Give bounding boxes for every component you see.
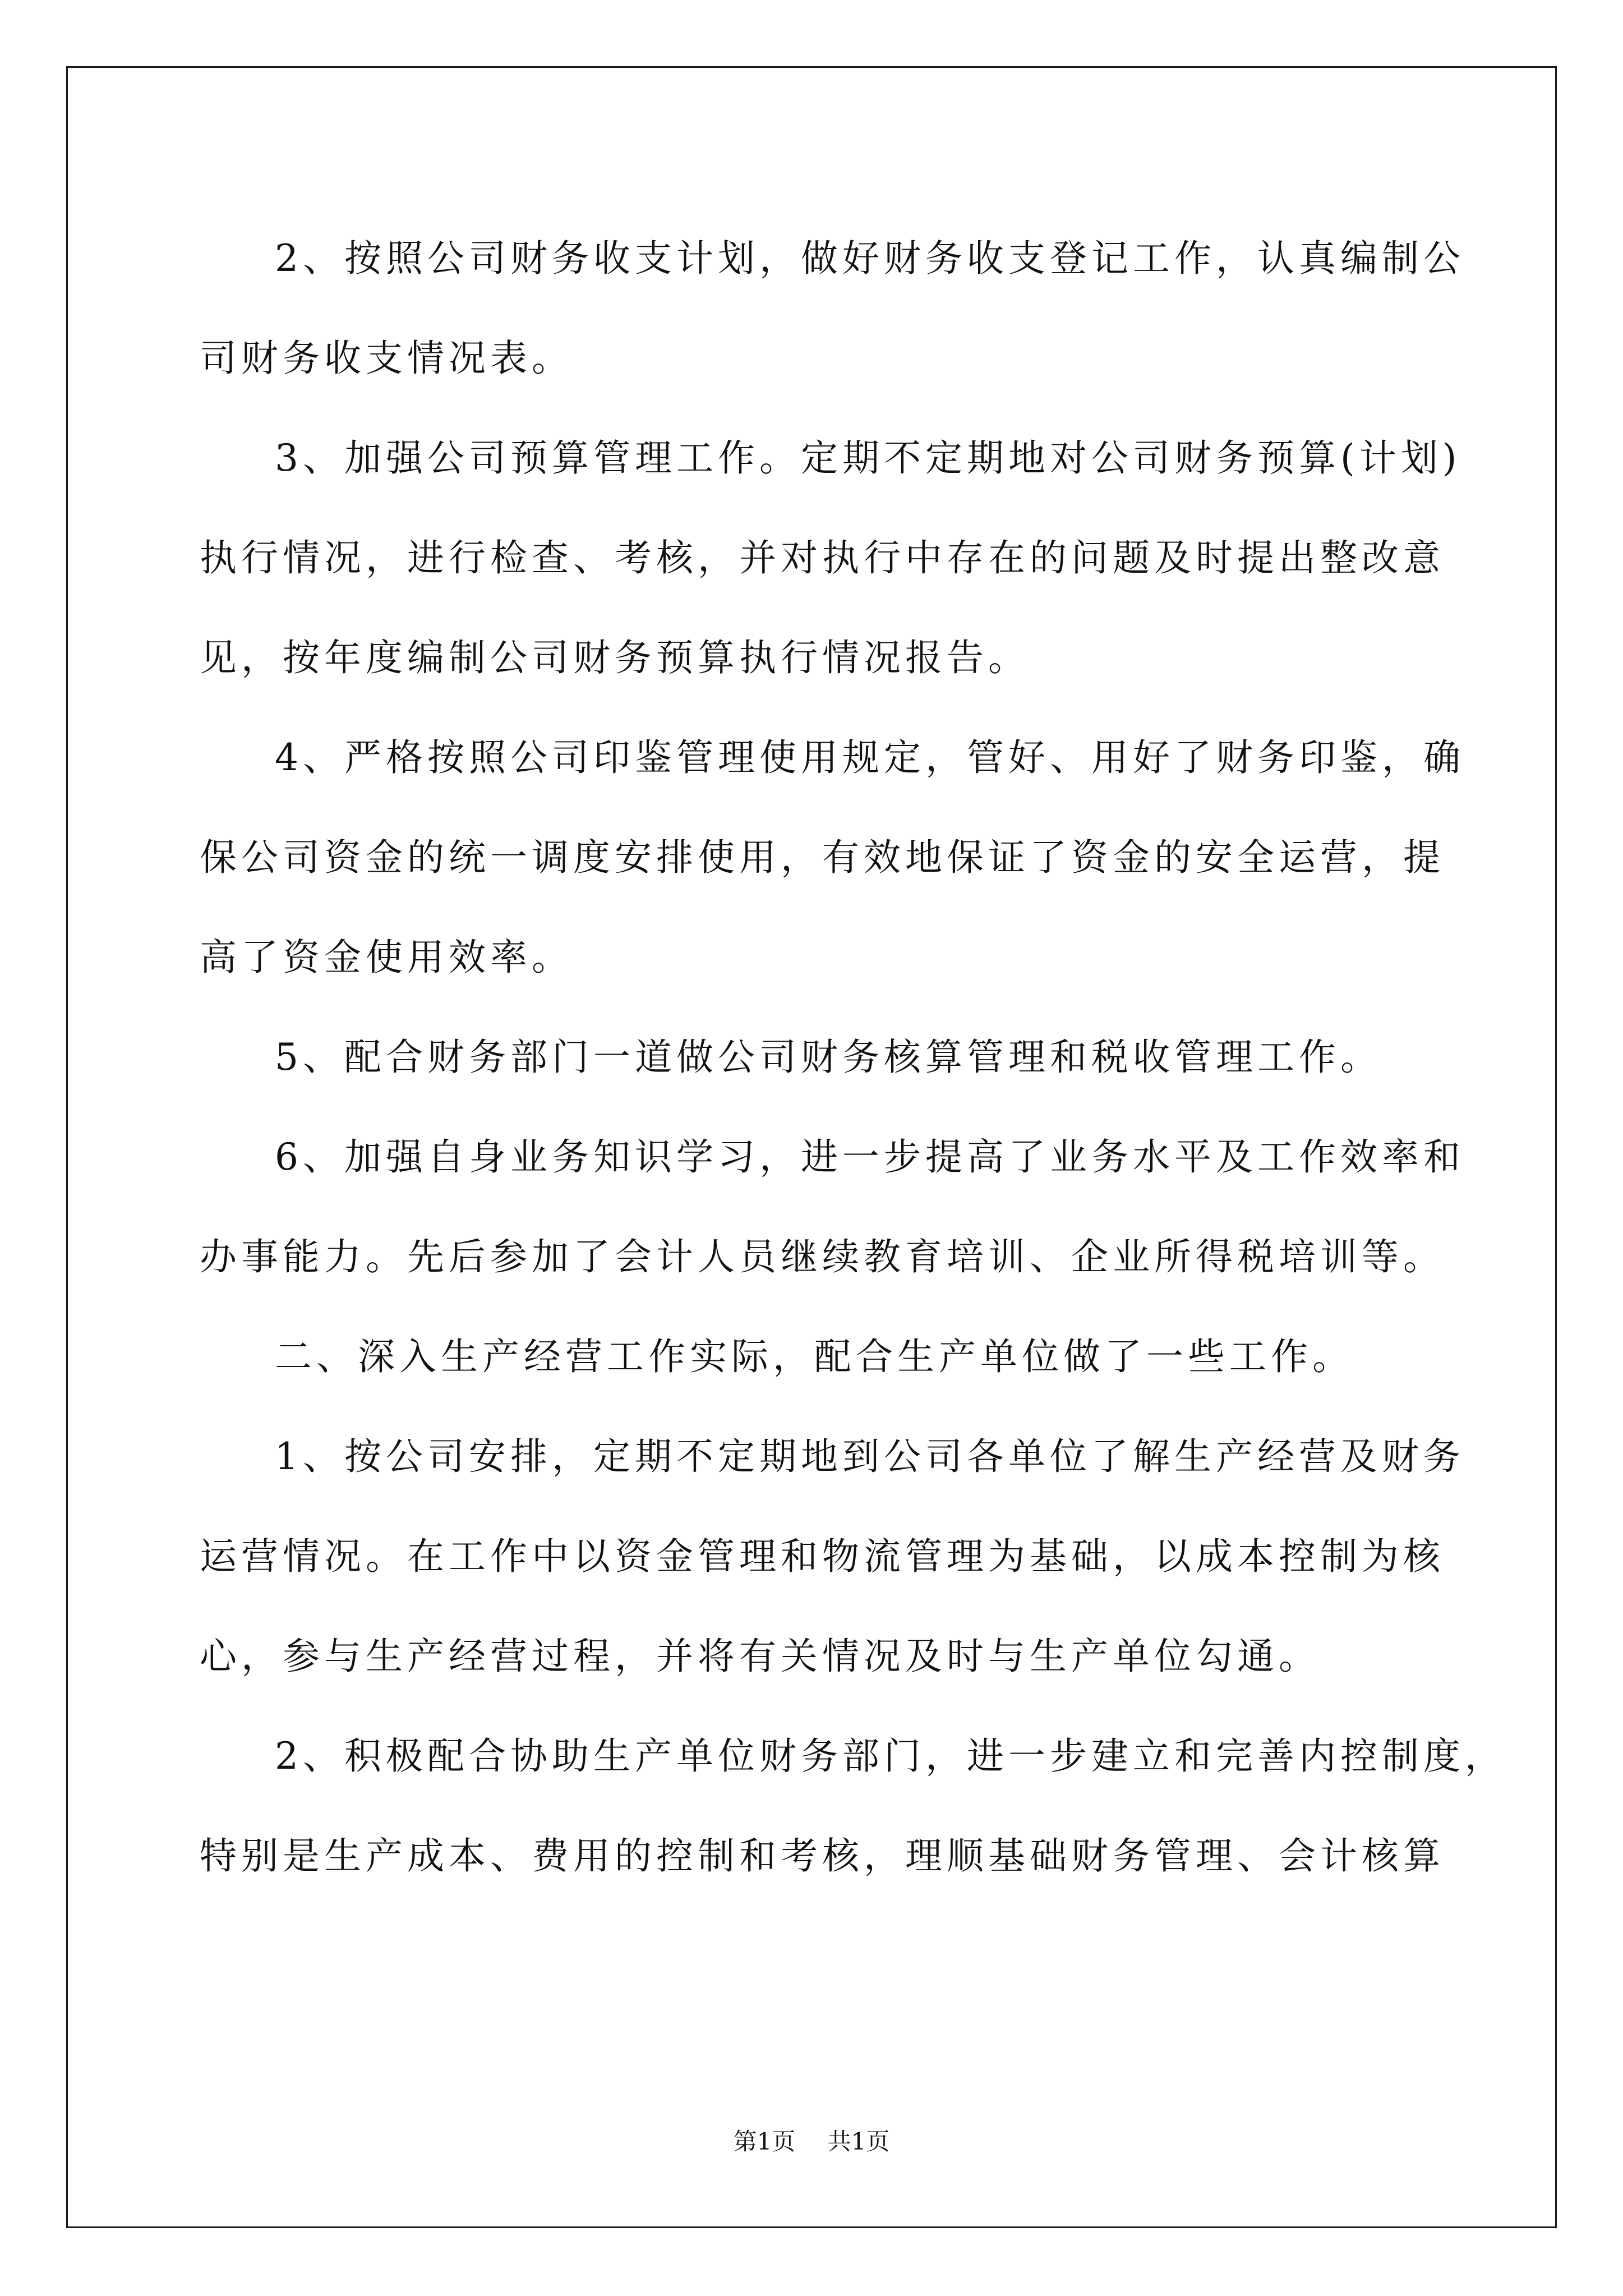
- paragraph-line: 心，参与生产经营过程，并将有关情况及时与生产单位勾通。: [200, 1635, 1320, 1678]
- paragraph-line: 高了资金使用效率。: [200, 936, 573, 979]
- paragraph-line: 5、配合财务部门一道做公司财务核算管理和税收管理工作。: [275, 1036, 1382, 1079]
- document-body: [200, 209, 1506, 1906]
- paragraph-line: 2、积极配合协助生产单位财务部门，进一步建立和完善内控制度，: [275, 1734, 1506, 1778]
- paragraph-line: 4、严格按照公司印鉴管理使用规定，管好、用好了财务印鉴，确: [275, 736, 1465, 779]
- paragraph-line: 1、按公司安排，定期不定期地到公司各单位了解生产经营及财务: [275, 1435, 1465, 1478]
- paragraph-line: 2、按照公司财务收支计划，做好财务收支登记工作，认真编制公: [275, 237, 1465, 280]
- paragraph-line: 特别是生产成本、费用的控制和考核，理顺基础财务管理、会计核算: [200, 1834, 1445, 1878]
- paragraph-line: 司财务收支情况表。: [200, 337, 573, 380]
- paragraph-line: 6、加强自身业务知识学习，进一步提高了业务水平及工作效率和: [275, 1135, 1465, 1179]
- page-total: 共1页: [827, 2128, 890, 2155]
- page-footer: [0, 2125, 1623, 2159]
- paragraph-line: 3、加强公司预算管理工作。定期不定期地对公司财务预算(计划): [275, 436, 1461, 480]
- paragraph-line: 执行情况，进行检查、考核，并对执行中存在的问题及时提出整改意: [200, 536, 1445, 579]
- paragraph-line: 见，按年度编制公司财务预算执行情况报告。: [200, 636, 1030, 679]
- paragraph-line: 保公司资金的统一调度安排使用，有效地保证了资金的安全运营，提: [200, 836, 1445, 879]
- page-number: 第1页: [733, 2128, 796, 2155]
- paragraph-line: 办事能力。先后参加了会计人员继续教育培训、企业所得税培训等。: [200, 1235, 1445, 1278]
- section-heading-line: 二、深入生产经营工作实际，配合生产单位做了一些工作。: [275, 1335, 1354, 1378]
- paragraph-line: 运营情况。在工作中以资金管理和物流管理为基础，以成本控制为核: [200, 1535, 1445, 1578]
